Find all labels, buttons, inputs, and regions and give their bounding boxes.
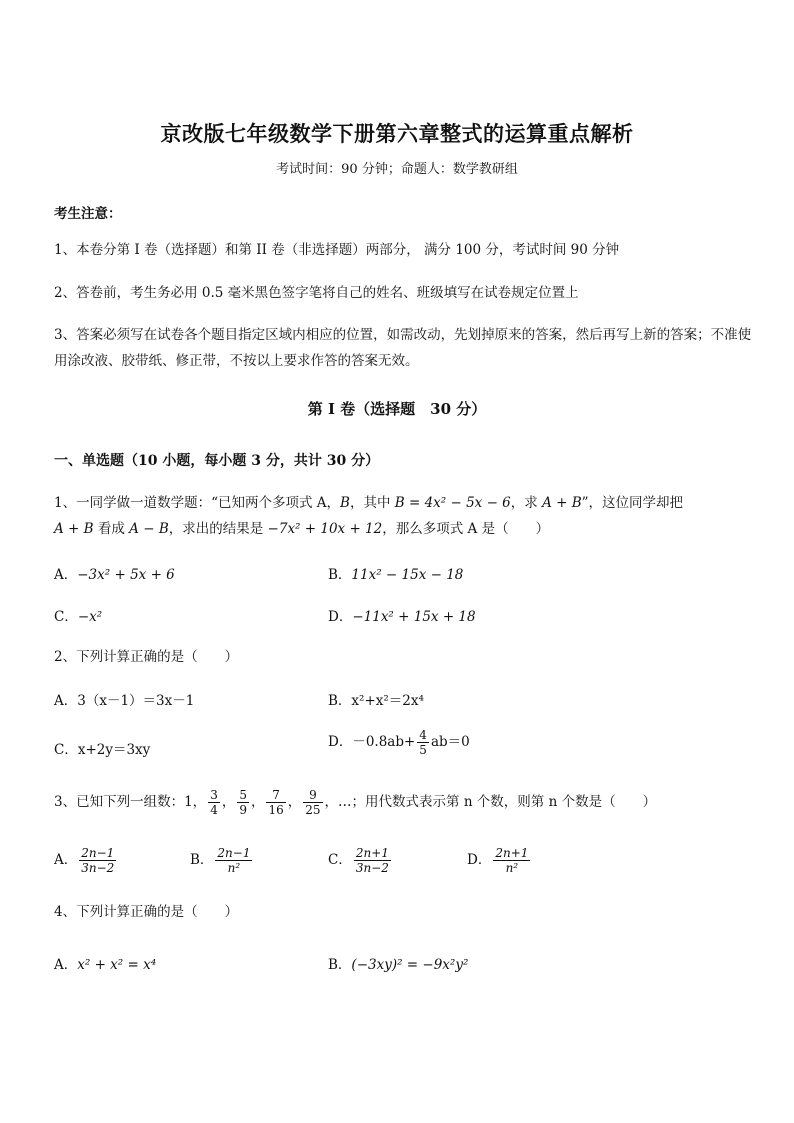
numerator: 5 bbox=[239, 788, 247, 802]
option-label: B． bbox=[190, 852, 214, 868]
fraction bbox=[354, 846, 391, 875]
q1-expr-amb: A − B bbox=[129, 521, 169, 537]
fraction bbox=[237, 788, 249, 817]
denominator: 3n−2 bbox=[355, 861, 389, 875]
numerator: 2n+1 bbox=[355, 846, 389, 860]
option-label: A． bbox=[54, 567, 78, 583]
q1-text: ，求 bbox=[510, 495, 543, 511]
question-2-stem: 2、下列计算正确的是（ ） bbox=[54, 649, 239, 665]
numerator: 9 bbox=[303, 788, 322, 803]
fraction bbox=[493, 846, 530, 875]
fraction bbox=[417, 728, 429, 757]
q1-expr-apb: A + B bbox=[542, 495, 582, 511]
exam-info: 考试时间：90 分钟；命题人：数学教研组 bbox=[276, 162, 518, 177]
q1-text: 看成 bbox=[93, 521, 130, 537]
q1-text: ”，这位同学却把 bbox=[581, 495, 684, 511]
denominator: n² bbox=[505, 861, 519, 875]
fraction bbox=[79, 846, 116, 875]
q3-text: ，…；用代数式表示第 n 个数，则第 n 个数是（ ） bbox=[324, 794, 657, 810]
option-expr: 11x² − 15x − 18 bbox=[351, 567, 464, 583]
q1-text: 1、一同学做一道数学题：“已知两个多项式 A， bbox=[54, 495, 341, 511]
question-4-stem: 4、下列计算正确的是（ ） bbox=[54, 904, 239, 920]
q1-option-a[interactable] bbox=[54, 563, 175, 583]
denominator: 9 bbox=[239, 803, 247, 817]
notice-heading: 考生注意： bbox=[54, 206, 122, 222]
q2-option-d[interactable] bbox=[328, 728, 470, 757]
q2-option-b[interactable]: B．x²+x²＝2x⁴ bbox=[328, 693, 424, 709]
page-title: 京改版七年级数学下册第六章整式的运算重点解析 bbox=[160, 121, 634, 146]
numerator: 4 bbox=[419, 728, 427, 742]
q2-option-c[interactable]: C．x+2y＝3xy bbox=[54, 742, 151, 758]
q1-option-b[interactable] bbox=[328, 563, 463, 583]
option-label: D． bbox=[328, 609, 353, 625]
option-label: A． bbox=[54, 852, 78, 868]
option-text: D．－0.8ab+ bbox=[328, 734, 416, 750]
fraction bbox=[303, 788, 322, 817]
notice-item-3: 3、答案必须写在试卷各个题目指定区域内相应的位置，如需改动，先划掉原来的答案，然后再写上新的答案；不准使用涂改液、胶带纸、修正带，不按以上要求作答的答案无效。 bbox=[54, 327, 752, 369]
option-label: B． bbox=[328, 957, 352, 973]
q1-var-b: B bbox=[340, 495, 350, 511]
numerator: 2n+1 bbox=[495, 846, 529, 860]
option-expr: −3x² + 5x + 6 bbox=[77, 567, 175, 583]
part-title: 一、单选题（10 小题，每小题 3 分，共计 30 分） bbox=[54, 453, 380, 469]
option-expr: −x² bbox=[77, 609, 103, 625]
denominator: 3n−2 bbox=[81, 861, 115, 875]
q4-option-b[interactable] bbox=[328, 953, 468, 973]
section-title: 第 I 卷（选择题 30 分） bbox=[307, 400, 487, 418]
numerator: 2n−1 bbox=[81, 846, 115, 860]
option-label: C． bbox=[54, 609, 78, 625]
q3-option-c[interactable] bbox=[328, 846, 393, 875]
q1-expr-result: −7x² + 10x + 12 bbox=[267, 521, 383, 537]
option-expr: (−3xy)² = −9x²y² bbox=[351, 957, 469, 973]
fraction bbox=[266, 788, 285, 817]
numerator: 3 bbox=[210, 788, 218, 802]
q1-expr-b: B = 4x² − 5x − 6 bbox=[394, 495, 511, 511]
fraction bbox=[208, 788, 220, 817]
denominator: n² bbox=[227, 861, 241, 875]
option-label: A． bbox=[54, 957, 78, 973]
notice-item-1: 1、本卷分第 I 卷（选择题）和第 II 卷（非选择题）两部分， 满分 100 分，考试时间 90 分钟 bbox=[54, 242, 620, 258]
q3-option-d[interactable] bbox=[467, 846, 532, 875]
q2-option-a[interactable]: A．3（x－1）＝3x－1 bbox=[54, 693, 195, 709]
q1-expr-apb: A + B bbox=[54, 521, 94, 537]
q1-text: ，其中 bbox=[349, 495, 395, 511]
q4-option-a[interactable] bbox=[54, 953, 156, 973]
q1-option-d[interactable] bbox=[328, 605, 476, 625]
option-label: C． bbox=[328, 852, 352, 868]
option-expr: x² + x² = x⁴ bbox=[77, 957, 157, 973]
option-label: B． bbox=[328, 567, 352, 583]
option-text: ab＝0 bbox=[430, 734, 470, 750]
denominator: 25 bbox=[305, 803, 321, 817]
question-1-stem bbox=[54, 490, 754, 542]
q1-text: ，求出的结果是 bbox=[168, 521, 268, 537]
q1-option-c[interactable] bbox=[54, 605, 102, 625]
q3-option-a[interactable] bbox=[54, 846, 118, 875]
q3-text: 3、已知下列一组数：1， bbox=[54, 794, 207, 810]
denominator: 16 bbox=[268, 803, 284, 817]
option-label: D． bbox=[467, 852, 492, 868]
q1-text: ，那么多项式 A 是（ ） bbox=[382, 521, 550, 537]
question-3-stem: 3、已知下列一组数：1， $\frac{3}{4}$ ， $\frac{5}{9}$ ， $\frac{7}{16}$ ， $\frac{9}{25}$ ，…；用代数式表示第 n 个数，则第 n 个数是（ ） bbox=[54, 788, 657, 817]
numerator: 7 bbox=[266, 788, 285, 803]
option-expr: −11x² + 15x + 18 bbox=[352, 609, 476, 625]
numerator: 2n−1 bbox=[217, 846, 251, 860]
q3-option-b[interactable] bbox=[190, 846, 254, 875]
fraction bbox=[215, 846, 252, 875]
denominator: 5 bbox=[419, 743, 427, 757]
notice-item-2: 2、答卷前，考生务必用 0.5 毫米黑色签字笔将自己的姓名、班级填写在试卷规定位置上 bbox=[54, 285, 579, 301]
denominator: 4 bbox=[210, 803, 218, 817]
